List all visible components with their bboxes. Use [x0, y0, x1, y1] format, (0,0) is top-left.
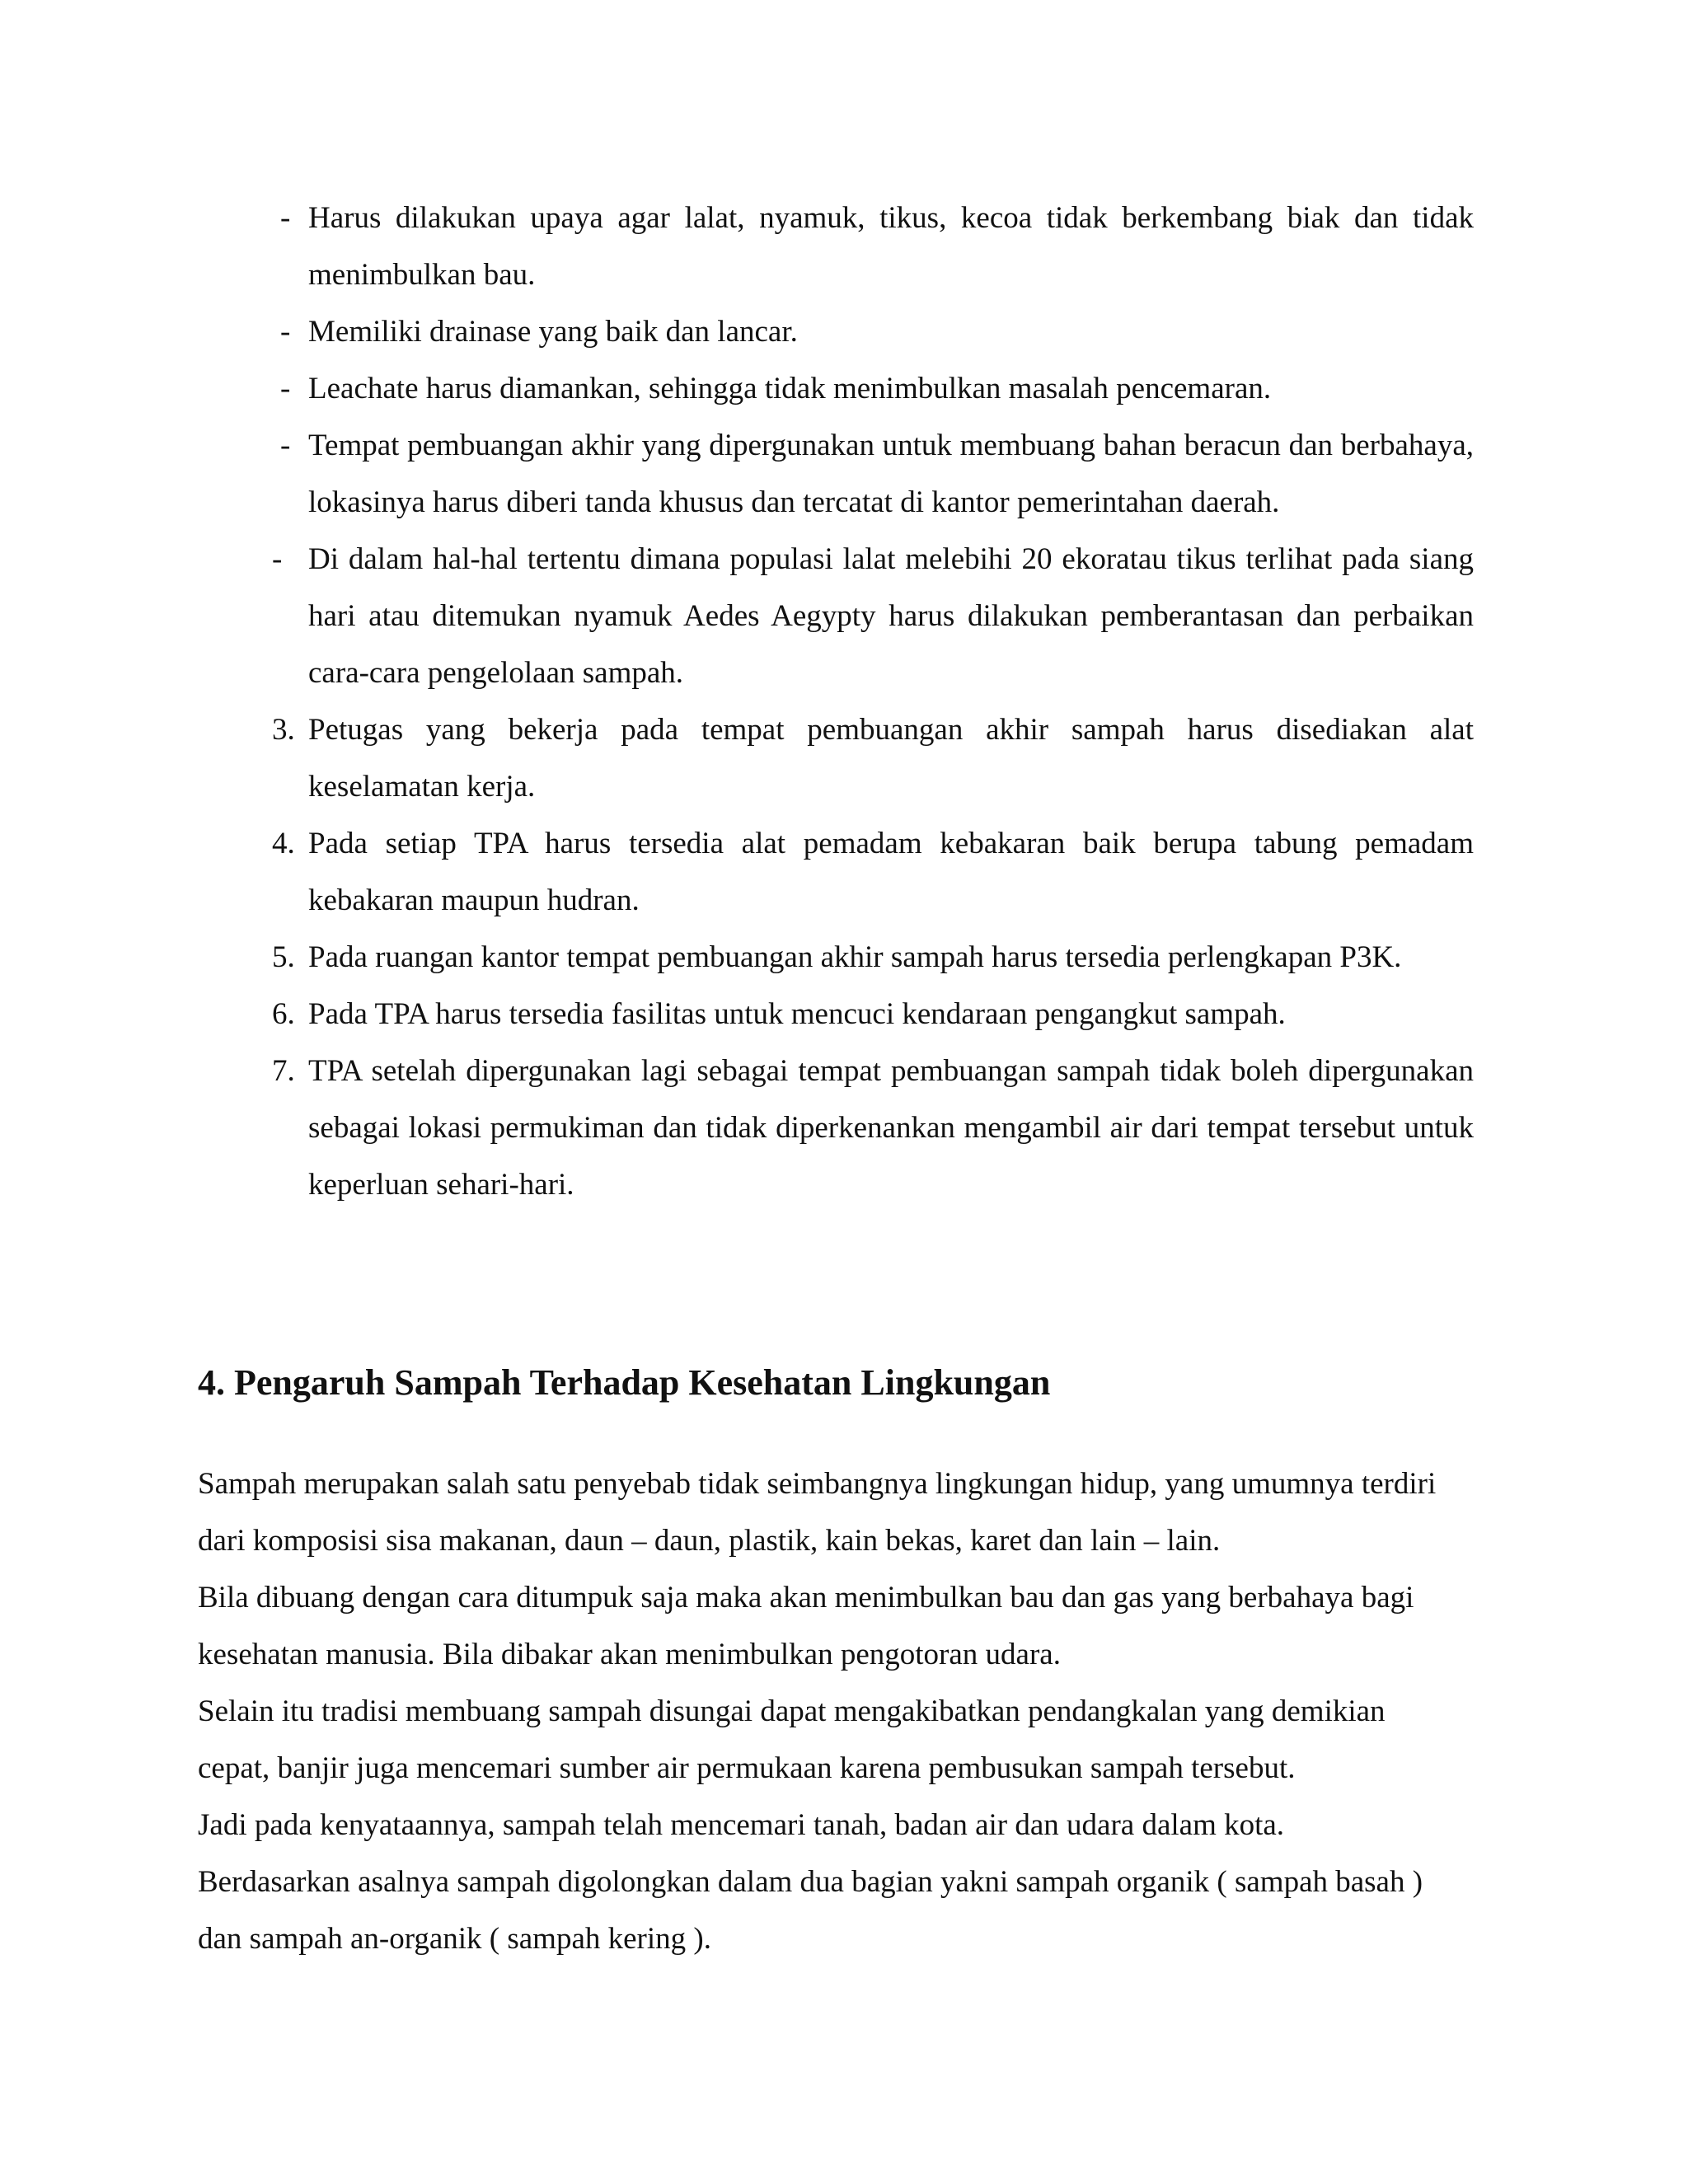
body-paragraph: Selain itu tradisi membuang sampah disungai dapat mengakibatkan pendangkalan yang demikian cepat, banjir juga mencemari sumber air permukaan karena pembusukan sampah tersebut.: [198, 1694, 1386, 1785]
list-item: [272, 929, 1474, 986]
list-item-text: Leachate harus diamankan, sehingga tidak menimbulkan masalah pencemaran.: [308, 372, 1272, 405]
list-item-text: TPA setelah dipergunakan lagi sebagai tempat pembuangan sampah tidak boleh dipergunakan sebagai lokasi permukiman dan tidak diperkenankan mengambil air dari tempat tersebut untuk keperluan sehari-hari.: [308, 1054, 1474, 1202]
list-item-text: Harus dilakukan upaya agar lalat, nyamuk, tikus, kecoa tidak berkembang biak dan tidak menimbulkan bau.: [308, 201, 1474, 292]
body-paragraph: Bila dibuang dengan cara ditumpuk saja maka akan menimbulkan bau dan gas yang berbahaya bagi kesehatan manusia. Bila dibakar akan menimbulkan pengotoran udara.: [198, 1581, 1414, 1671]
list-marker: -: [280, 315, 291, 349]
body-paragraph: Sampah merupakan salah satu penyebab tidak seimbangnya lingkungan hidup, yang umumnya terdiri dari komposisi sisa makanan, daun – daun, plastik, kain bekas, karet dan lain – lain.: [198, 1467, 1437, 1558]
list-item-text: Petugas yang bekerja pada tempat pembuangan akhir sampah harus disediakan alat keselamatan kerja.: [308, 713, 1474, 804]
body-paragraph: Jadi pada kenyataannya, sampah telah mencemari tanah, badan air dan udara dalam kota.: [198, 1808, 1285, 1842]
list-marker: -: [272, 542, 283, 576]
list-item: [272, 531, 1474, 701]
section-heading: 4. Pengaruh Sampah Terhadap Kesehatan Lingkungan: [198, 1362, 1051, 1403]
list-item: [272, 986, 1474, 1043]
list-item: [272, 360, 1474, 417]
body-paragraph: Berdasarkan asalnya sampah digolongkan dalam dua bagian yakni sampah organik ( sampah basah ) dan sampah an-organik ( sampah kering ).: [198, 1865, 1423, 1956]
list-number: 4.: [272, 827, 295, 860]
list-item: [272, 417, 1474, 531]
list-item: [272, 303, 1474, 360]
list-item-text: Memiliki drainase yang baik dan lancar.: [308, 315, 798, 349]
list-item: [272, 1043, 1474, 1213]
list-item-text: Pada TPA harus tersedia fasilitas untuk mencuci kendaraan pengangkut sampah.: [308, 997, 1286, 1031]
list-marker: -: [280, 201, 291, 235]
list-item: [272, 815, 1474, 929]
requirements-list: [272, 190, 1474, 1213]
list-item-text: Di dalam hal-hal tertentu dimana populasi lalat melebihi 20 ekoratau tikus terlihat pada siang hari atau ditemukan nyamuk Aedes Aegypty harus dilakukan pemberantasan dan perbaikan cara-cara pengelolaan sampah.: [308, 542, 1474, 690]
list-item: [272, 701, 1474, 815]
section-body: [198, 1455, 1451, 1967]
list-number: 7.: [272, 1054, 295, 1088]
list-item-text: Tempat pembuangan akhir yang dipergunakan untuk membuang bahan beracun dan berbahaya, lokasinya harus diberi tanda khusus dan tercatat di kantor pemerintahan daerah.: [308, 429, 1474, 519]
list-item-text: Pada ruangan kantor tempat pembuangan akhir sampah harus tersedia perlengkapan P3K.: [308, 940, 1402, 974]
list-item: [272, 190, 1474, 303]
list-marker: -: [280, 429, 291, 462]
list-number: 5.: [272, 940, 295, 974]
list-number: 6.: [272, 997, 295, 1031]
list-item-text: Pada setiap TPA harus tersedia alat pemadam kebakaran baik berupa tabung pemadam kebakaran maupun hudran.: [308, 827, 1474, 917]
list-number: 3.: [272, 713, 295, 747]
list-marker: -: [280, 372, 291, 405]
